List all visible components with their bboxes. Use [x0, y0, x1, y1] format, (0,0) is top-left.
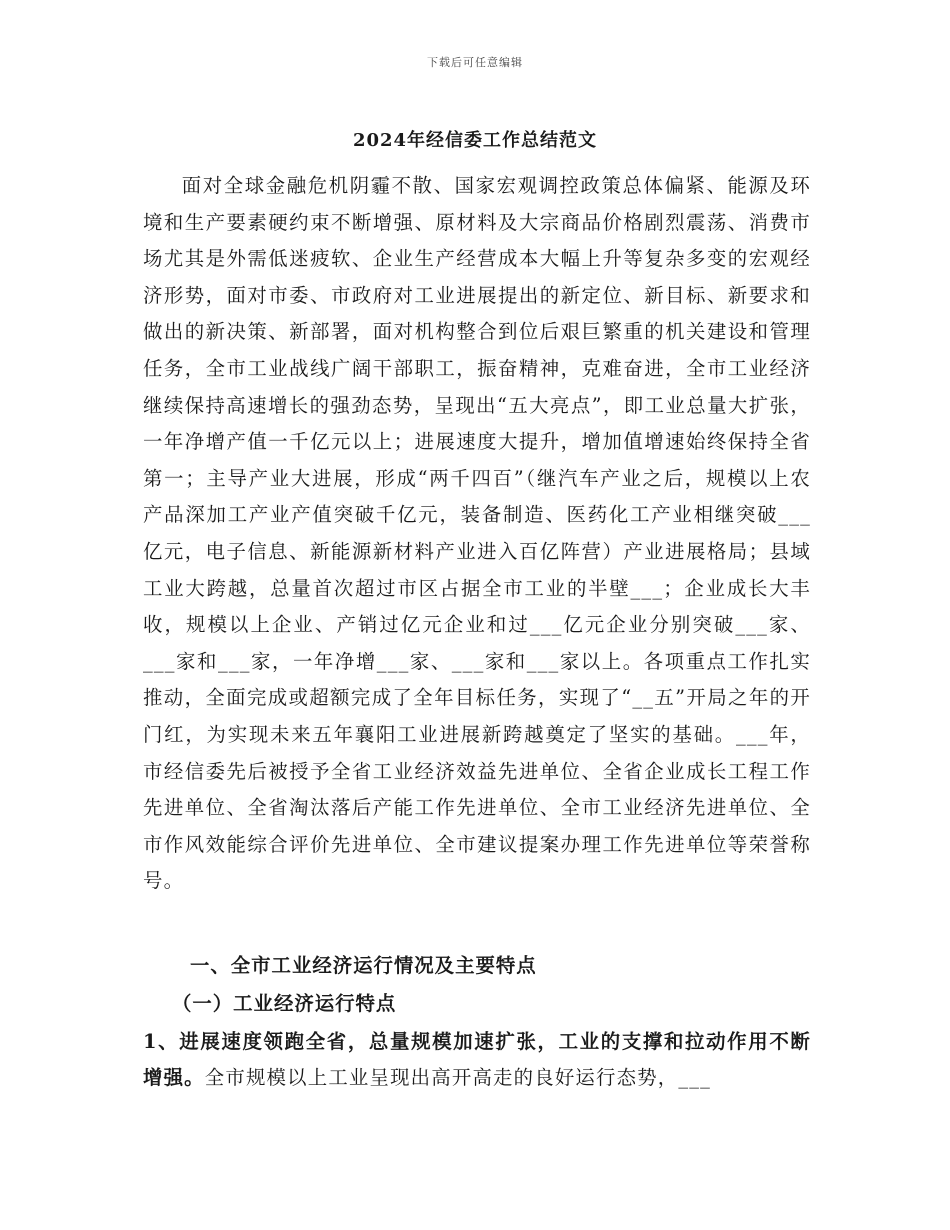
- intro-paragraph: 面对全球金融危机阴霾不散、国家宏观调控政策总体偏紧、能源及环境和生产要素硬约束不断增强、原材料及大宗商品价格剧烈震荡、消费市场尤其是外需低迷疲软、企业生产经营成本大幅上升等复杂多变的宏观经济形势，面对市委、市政府对工业进展提出的新定位、新目标、新要求和做出的新决策、新部署，面对机构整合到位后艰巨繁重的机关建设和管理任务，全市工业战线广阔干部职工，振奋精神，克难奋进，全市工业经济继续保持高速增长的强劲态势，呈现出“五大亮点”，即工业总量大扩张，一年净增产值一千亿元以上；进展速度大提升，增加值增速始终保持全省第一；主导产业大进展，形成“两千四百”（继汽车产业之后，规模以上农产品深加工产业产值突破千亿元，装备制造、医药化工产业相继突破___亿元，电子信息、新能源新材料产业进入百亿阵营）产业进展格局；县域工业大跨越，总量首次超过市区占据全市工业的半壁___；企业成长大丰收，规模以上企业、产销过亿元企业和过___亿元企业分别突破___家、___家和___家，一年净增___家、___家和___家以上。各项重点工作扎实推动，全面完成或超额完成了全年目标任务，实现了“__五”开局之年的开门红，为实现未来五年襄阳工业进展新跨越奠定了坚实的基础。___年，市经信委先后被授予全省工业经济效益先进单位、全省企业成长工程工作先进单位、全省淘汰落后产能工作先进单位、全市工业经济先进单位、全市作风效能综合评价先进单位、全市建议提案办理工作先进单位等荣誉称号。: [143, 174, 811, 893]
- header-note: 下载后可任意编辑: [427, 56, 523, 69]
- point-paragraph: [143, 1024, 811, 1096]
- point-lead: 1、进展速度领跑全省，总量规模加速扩张，工业的支撑和拉动作用不断增强。: [143, 1030, 811, 1089]
- document-title: 2024年经信委工作总结范文: [352, 130, 598, 151]
- point-text: 全市规模以上工业呈现出高开高走的良好运行态势，___: [204, 1066, 712, 1089]
- document-body: [143, 168, 811, 900]
- section-heading: 一、全市工业经济运行情况及主要特点: [190, 954, 537, 977]
- subsection-heading: （一）工业经济运行特点: [172, 992, 397, 1015]
